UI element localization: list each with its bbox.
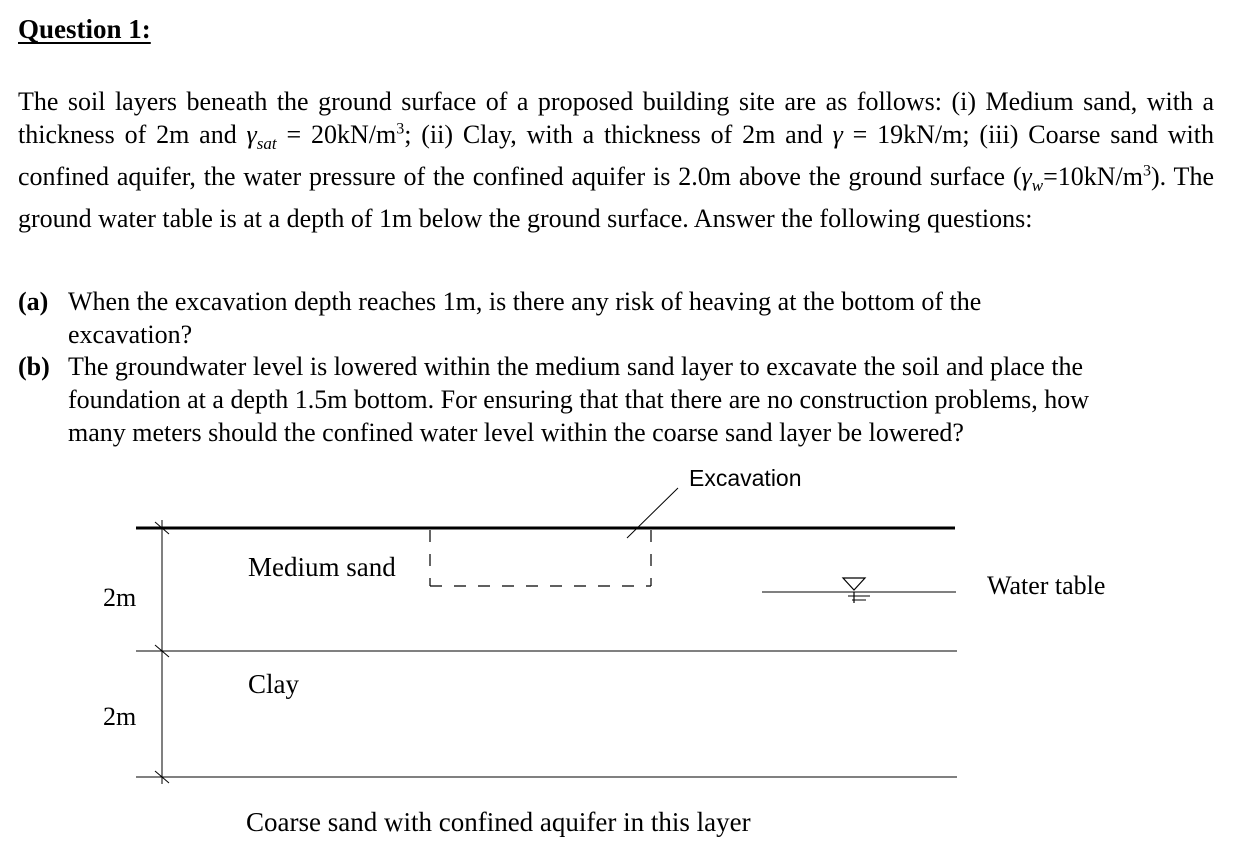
thickness-label-1: 2m bbox=[103, 583, 137, 612]
thickness-label-2: 2m bbox=[103, 702, 137, 731]
excavation-label: Excavation bbox=[689, 465, 802, 491]
intro-text-6: ). The ground water table is at a depth of 1m below the ground surface. Answer the following questions: bbox=[18, 162, 1214, 234]
water-table-label: Water table bbox=[987, 571, 1106, 600]
part-b-line-1: The groundwater level is lowered within the medium sand layer to excavate the soil and place the bbox=[68, 352, 1084, 381]
part-b-label: (b) bbox=[18, 352, 50, 381]
intro-text-4: = 19kN/m; (iii) Coarse sand with confined aquifer, the water pressure of the confined aquifer is 2.0m above the ground surface ( bbox=[18, 120, 1214, 192]
excavation-leader-line bbox=[627, 488, 678, 538]
water-table-icon bbox=[843, 578, 870, 603]
gamma-sat-symbol: γ bbox=[246, 120, 257, 149]
part-b-line-2: foundation at a depth 1.5m bottom. For ensuring that that there are no construction problems, how bbox=[68, 385, 1090, 414]
clay-label: Clay bbox=[248, 669, 299, 699]
intro-text-1: The soil layers beneath the ground surface of a proposed building site are as follows: (i) Medium sand, with a thickness of 2m and bbox=[18, 87, 1214, 149]
part-a-line-1: When the excavation depth reaches 1m, is there any risk of heaving at the bottom of the bbox=[68, 287, 982, 316]
intro-text-3: ; (ii) Clay, with a thickness of 2m and bbox=[404, 120, 833, 149]
unit-superscript-1: 3 bbox=[396, 120, 405, 138]
intro-text-5: =10kN/m bbox=[1043, 162, 1143, 192]
part-a-label: (a) bbox=[18, 287, 49, 316]
part-a-line-2: excavation? bbox=[68, 320, 193, 349]
part-b-line-3: many meters should the confined water level within the coarse sand layer be lowered? bbox=[68, 418, 964, 447]
coarse-sand-label: Coarse sand with confined aquifer in this layer bbox=[246, 807, 751, 837]
gamma-w-subscript: w bbox=[1031, 176, 1044, 196]
unit-superscript-2: 3 bbox=[1143, 162, 1151, 180]
gamma-symbol: γ bbox=[832, 120, 843, 149]
intro-text-2: = 20kN/m bbox=[276, 120, 397, 149]
gamma-w-symbol: γ bbox=[1021, 162, 1032, 192]
gamma-sat-subscript: sat bbox=[256, 134, 277, 154]
question-title: Question 1: bbox=[18, 14, 151, 44]
medium-sand-label: Medium sand bbox=[248, 552, 396, 582]
